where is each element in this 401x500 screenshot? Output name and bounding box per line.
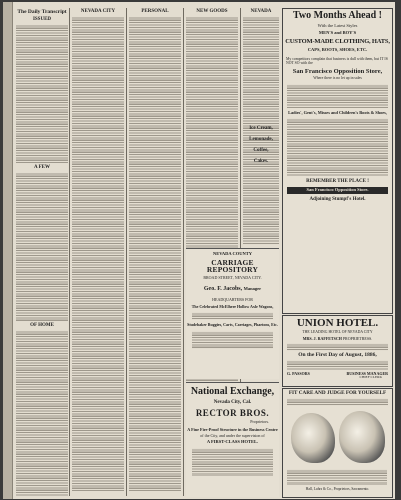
hotel-manager-label: BUSINESS MANAGER	[346, 371, 388, 377]
ice-cream-ad	[243, 122, 279, 232]
hotel-opening: On the First Day of August, 1886,	[298, 351, 377, 358]
coffee-label: Coffee,	[253, 148, 269, 153]
carriage-top: NEVADA COUNTY	[212, 251, 253, 256]
ad-body: My competitors complain that business is dull with them, but IT IS NOT SO with the	[286, 57, 388, 65]
column-1-text-c	[16, 330, 68, 497]
page-fold-edge	[3, 2, 13, 499]
shoes-ad-footer: Hall, Luhrs & Co., Proprietors, Sacramento.	[305, 487, 370, 491]
hotel-subtitle: THE LEADING HOTEL OF NEVADA CITY	[302, 330, 373, 334]
column-1-text-b	[16, 172, 68, 322]
exchange-line-3: A FIRST-CLASS HOTEL.	[206, 439, 259, 445]
union-hotel-ad	[282, 315, 393, 387]
exchange-firm: RECTOR BROS.	[195, 408, 270, 418]
exchange-proprietors: Proprietors.	[250, 419, 269, 424]
two-months-ahead-ad	[282, 8, 393, 314]
column-1-heading-3: OF HOME	[30, 322, 54, 328]
carriage-address: BROAD STREET, NEVADA CITY.	[203, 274, 262, 280]
carriage-text-2	[192, 331, 273, 349]
shoe-illustration-right	[339, 411, 385, 463]
column-3-text	[129, 16, 181, 492]
ad-text-block	[287, 84, 388, 108]
ad-clothing-heading: CUSTOM-MADE CLOTHING, HATS,	[285, 38, 390, 45]
column-1	[16, 8, 68, 496]
column-rule	[183, 8, 184, 496]
carriage-buggies: Studebaker Buggies, Carts, Carriages, Phaetons, Etc.	[187, 321, 278, 327]
ad-location: Adjoining Stumpf's Hotel.	[309, 196, 366, 202]
newspaper-page	[3, 2, 395, 499]
column-rule	[69, 8, 70, 496]
lemonade-label: Lemonade,	[249, 137, 273, 142]
column-2	[72, 8, 124, 496]
cakes-label: Cakes.	[253, 159, 269, 164]
column-1-text-a	[16, 24, 68, 164]
exchange-text	[192, 448, 273, 476]
ad-goods-heading: CAPS, BOOTS, SHOES, ETC.	[307, 46, 368, 52]
shoes-ad-headline: FIT CARE AND JUDGE FOR YOURSELF	[288, 390, 387, 396]
column-rule	[126, 8, 127, 496]
ad-store-name: San Francisco Opposition Store,	[292, 67, 383, 75]
ad-subline-2: MEN'S and BOY'S	[318, 29, 357, 35]
hotel-proprietress-label: PROPRIETRESS.	[342, 335, 373, 341]
shoes-ad	[282, 388, 393, 498]
carriage-wagons: The Celebrated McElhere Hollow Axle Wagons,	[191, 303, 274, 309]
hotel-manager: G. PASSORS	[287, 371, 310, 377]
shoes-ad-text	[287, 398, 388, 406]
hotel-clerk: CHIEF CLERK	[359, 375, 382, 380]
carriage-manager-label: Manager	[243, 285, 262, 291]
carriage-hq: HEADQUARTERS FOR	[212, 296, 253, 302]
shoe-illustration-left	[291, 413, 335, 463]
column-2-heading: NEVADA CITY	[80, 9, 116, 14]
exchange-title: National Exchange,	[190, 386, 275, 397]
ad-store-banner: San Francisco Opposition Store.	[287, 187, 388, 194]
carriage-manager: Geo. F. Jacobs,	[203, 285, 243, 292]
ad-remember: REMEMBER THE PLACE !	[306, 179, 369, 185]
carriage-text	[192, 312, 273, 320]
ad-text-block-2	[287, 118, 388, 176]
masthead: The Daily Transcript	[17, 9, 67, 15]
exchange-line-1: A Fine Fire-Proof Structure in the Business Centre	[187, 427, 278, 432]
column-2-text	[72, 16, 124, 492]
carriage-repository-ad	[186, 248, 279, 379]
column-3-heading: PERSONAL	[141, 9, 169, 14]
column-4-heading: NEW GOODS	[196, 9, 228, 14]
hotel-text-2	[287, 360, 388, 370]
carriage-title: CARRIAGE REPOSITORY	[206, 257, 259, 274]
hotel-text	[287, 343, 388, 351]
ad-where: Where there is no let up in sales	[313, 76, 362, 81]
ice-cream-label: Ice Cream,	[249, 126, 273, 131]
exchange-line-2: of the City, and under the supervision of	[200, 433, 265, 439]
national-exchange-ad	[186, 382, 279, 497]
ad-subline: With the Latest Styles	[317, 23, 358, 28]
exchange-city: Nevada City, Cal.	[213, 400, 252, 405]
shoes-ad-text-2	[287, 469, 387, 485]
column-1-heading: ISSUED	[32, 16, 52, 22]
column-5-heading: NEVADA	[250, 9, 272, 14]
column-1-heading-2: A FEW	[34, 164, 50, 170]
ad-shoes-line: Ladies', Gent's, Misses and Children's Boots & Shoes,	[288, 109, 387, 115]
ad-headline: Two Months Ahead !	[293, 10, 382, 21]
column-3	[129, 8, 181, 496]
hotel-name: UNION HOTEL.	[296, 317, 379, 329]
hotel-proprietress: MRS. J. RAFFETSCH	[302, 335, 342, 341]
